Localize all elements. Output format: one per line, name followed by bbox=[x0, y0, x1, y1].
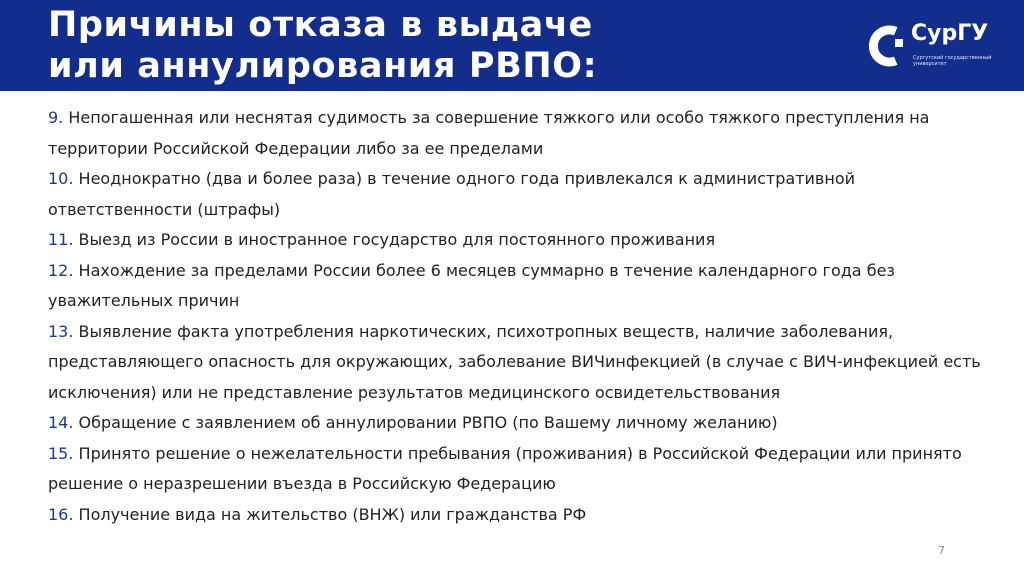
list-item bbox=[48, 439, 998, 500]
university-logo bbox=[856, 14, 1006, 78]
page-number: 7 bbox=[938, 544, 945, 557]
list-item bbox=[48, 103, 998, 164]
item-number: 11. bbox=[48, 230, 74, 249]
title-line-1: Причины отказа в выдаче bbox=[48, 5, 593, 45]
item-number: 9. bbox=[48, 108, 64, 127]
item-text: Выезд из России в иностранное государство для постоянного проживания bbox=[78, 230, 716, 249]
item-text: Принято решение о нежелательности пребывания (проживания) в Российской Федерации или принято решение о неразрешении въезда в Российскую Федерацию bbox=[48, 443, 962, 493]
list-item bbox=[48, 225, 998, 256]
slide-header bbox=[0, 0, 1024, 91]
title-line-2: или аннулирования РВПО: bbox=[48, 46, 598, 86]
item-number: 16. bbox=[48, 504, 74, 524]
item-number: 14. bbox=[48, 413, 74, 432]
item-number: 15. bbox=[48, 443, 74, 463]
item-text: Получение вида на жительство (ВНЖ) или гражданства РФ bbox=[78, 504, 587, 524]
logo-subtitle: Сургутский государственный университет bbox=[913, 55, 992, 67]
list-item bbox=[48, 500, 998, 531]
item-text: Нахождение за пределами России более 6 месяцев суммарно в течение календарного года без уважительных причин bbox=[48, 260, 895, 310]
item-text: Обращение с заявлением об аннулировании РВПО (по Вашему личному желанию) bbox=[78, 413, 778, 432]
item-number: 12. bbox=[48, 260, 74, 280]
surgu-logo-icon bbox=[856, 14, 906, 78]
reasons-list bbox=[48, 103, 998, 530]
item-text: Выявление факта употребления наркотических, психотропных веществ, наличие заболевания, представляющего опасность для окружающих, заболевание ВИЧинфекцией (в случае с ВИЧ-инфекцией есть исключения) или не представление результатов медицинского освидетельствования bbox=[48, 321, 981, 402]
list-item bbox=[48, 408, 998, 439]
logo-name: СурГУ bbox=[911, 21, 989, 46]
item-text: Непогашенная или неснятая судимость за совершение тяжкого или особо тяжкого преступления на территории Российской Федерации либо за ее пределами bbox=[48, 108, 930, 158]
list-item bbox=[48, 164, 998, 225]
item-text: Неоднократно (два и более раза) в течение одного года привлекался к административной ответственности (штрафы) bbox=[48, 169, 856, 219]
list-item bbox=[48, 256, 998, 317]
slide-title bbox=[48, 5, 597, 87]
item-number: 13. bbox=[48, 321, 74, 341]
list-item bbox=[48, 317, 998, 409]
item-number: 10. bbox=[48, 169, 74, 188]
